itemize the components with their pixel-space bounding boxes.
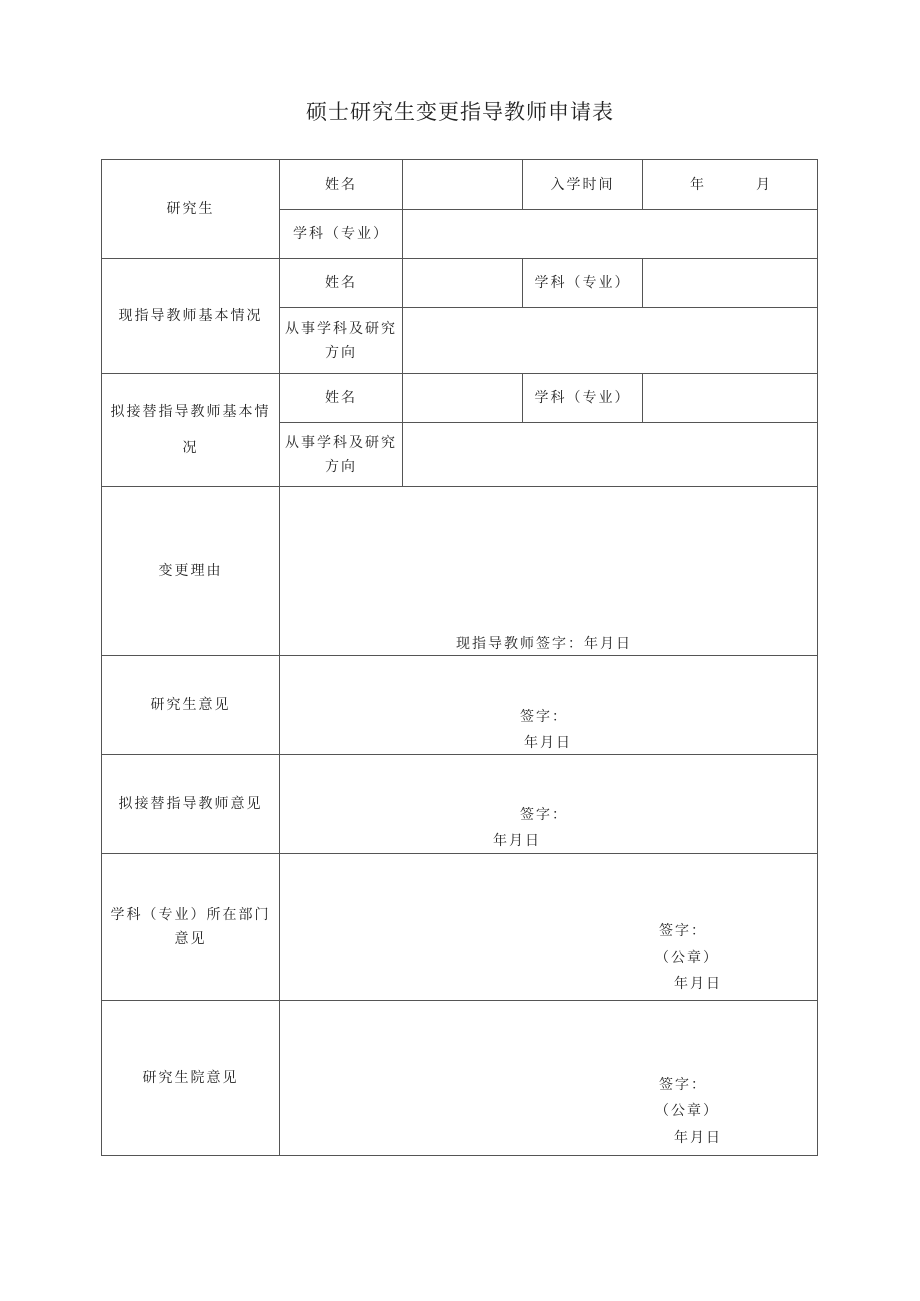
current-advisor-research-label: 从事学科及研究方向 xyxy=(279,307,403,374)
current-advisor-signature: 现指导教师签字：年月日 xyxy=(456,636,632,652)
student-name-field[interactable] xyxy=(402,159,523,210)
current-advisor-discipline-field[interactable] xyxy=(642,258,818,308)
change-reason-field[interactable] xyxy=(279,486,818,656)
enroll-year-unit: 年 xyxy=(690,177,706,193)
department-opinion-label: 学科（专业）所在部门意见 xyxy=(101,853,280,1001)
current-advisor-name-field[interactable] xyxy=(402,258,523,308)
new-advisor-discipline-label: 学科（专业） xyxy=(522,373,643,423)
enroll-time-field[interactable] xyxy=(642,159,818,210)
current-advisor-discipline-label: 学科（专业） xyxy=(522,258,643,308)
graduate-school-opinion-field[interactable] xyxy=(279,1000,818,1156)
department-opinion-seal: （公章） xyxy=(655,950,719,966)
current-advisor-name-label: 姓名 xyxy=(279,258,403,308)
new-advisor-research-field[interactable] xyxy=(402,422,818,487)
new-advisor-section-label: 拟接替指导教师基本情况 xyxy=(101,373,280,487)
new-advisor-opinion-sign: 签字： xyxy=(520,807,568,823)
student-opinion-label: 研究生意见 xyxy=(101,655,280,755)
form-title: 硕士研究生变更指导教师申请表 xyxy=(306,100,614,124)
graduate-school-opinion-seal: （公章） xyxy=(655,1103,719,1119)
student-discipline-field[interactable] xyxy=(402,209,818,259)
department-opinion-sign: 签字： xyxy=(659,923,707,939)
current-advisor-section-label: 现指导教师基本情况 xyxy=(101,258,280,374)
enroll-month-unit: 月 xyxy=(756,177,772,193)
new-advisor-discipline-field[interactable] xyxy=(642,373,818,423)
enroll-time-label: 入学时间 xyxy=(522,159,643,210)
department-opinion-date: 年月日 xyxy=(674,976,722,992)
new-advisor-name-field[interactable] xyxy=(402,373,523,423)
student-name-label: 姓名 xyxy=(279,159,403,210)
new-advisor-research-label: 从事学科及研究方向 xyxy=(279,422,403,487)
student-discipline-label: 学科（专业） xyxy=(279,209,403,259)
current-advisor-research-field[interactable] xyxy=(402,307,818,374)
new-advisor-name-label: 姓名 xyxy=(279,373,403,423)
new-advisor-opinion-date: 年月日 xyxy=(493,833,541,849)
graduate-school-opinion-label: 研究生院意见 xyxy=(101,1000,280,1156)
department-opinion-field[interactable] xyxy=(279,853,818,1001)
new-advisor-opinion-label: 拟接替指导教师意见 xyxy=(101,754,280,854)
student-opinion-date: 年月日 xyxy=(524,735,572,751)
graduate-school-opinion-date: 年月日 xyxy=(674,1130,722,1146)
student-opinion-sign: 签字： xyxy=(520,709,568,725)
graduate-school-opinion-sign: 签字： xyxy=(659,1077,707,1093)
student-section-label: 研究生 xyxy=(101,159,280,259)
change-reason-label: 变更理由 xyxy=(101,486,280,656)
